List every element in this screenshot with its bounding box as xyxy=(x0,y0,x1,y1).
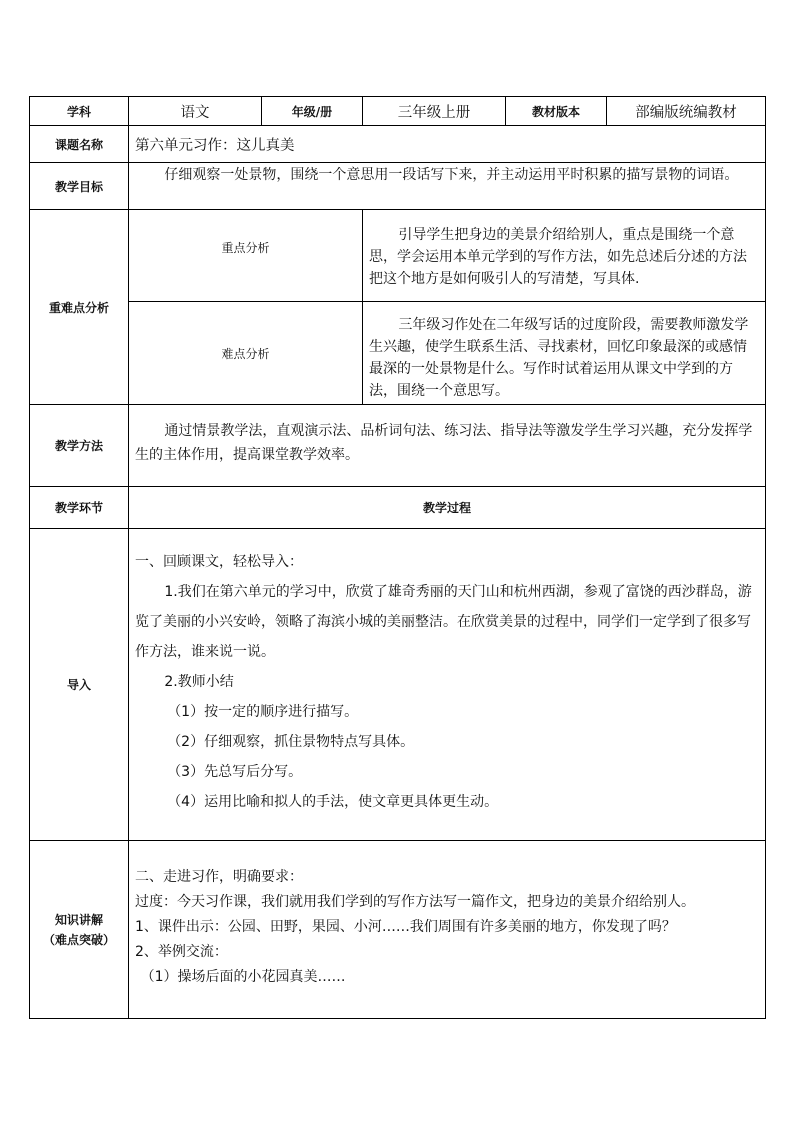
goal-row xyxy=(30,163,766,210)
grade-value: 三年级上册 xyxy=(363,97,506,126)
grade-label: 年级/册 xyxy=(262,97,363,126)
lesson-label: 课题名称 xyxy=(30,126,129,163)
difficult-label: 难点分析 xyxy=(129,302,363,405)
intro-label: 导入 xyxy=(30,529,129,841)
process-label: 教学过程 xyxy=(129,487,766,529)
method-label: 教学方法 xyxy=(30,405,129,487)
intro-paragraph-2: 2.教师小结 xyxy=(164,674,234,690)
lesson-value: 第六单元习作：这儿真美 xyxy=(129,126,766,163)
key-label-text: 重点分析 xyxy=(221,241,270,255)
key-difficult-label: 重难点分析 xyxy=(30,210,129,405)
difficult-cell xyxy=(363,302,766,405)
knowledge-line-2: 2、举例交流： xyxy=(135,944,228,960)
method-cell xyxy=(129,405,766,487)
process-header-row xyxy=(30,487,766,529)
knowledge-label-line2: （难点突破） xyxy=(42,932,115,947)
intro-item-1: （1）按一定的顺序进行描写。 xyxy=(167,704,359,720)
lesson-row xyxy=(30,126,766,163)
subject-value: 语文 xyxy=(129,97,262,126)
intro-cell xyxy=(129,529,766,841)
intro-row xyxy=(30,529,766,841)
intro-item-4: （4）运用比喻和拟人的手法，使文章更具体更生动。 xyxy=(167,794,499,810)
intro-item-2: （2）仔细观察，抓住景物特点写具体。 xyxy=(167,734,415,750)
goal-label: 教学目标 xyxy=(30,163,129,210)
method-row xyxy=(30,405,766,487)
knowledge-label-line1: 知识讲解 xyxy=(54,912,103,927)
key-row xyxy=(30,210,766,302)
subject-label: 学科 xyxy=(30,97,129,126)
method-text: 通过情景教学法，直观演示法、品析词句法、练习法、指导法等激发学生学习兴趣，充分发挥学生的主体作用，提高课堂教学效率。 xyxy=(135,423,753,463)
intro-item-3: （3）先总写后分写。 xyxy=(167,764,303,780)
goal-cell xyxy=(129,163,766,210)
key-cell xyxy=(363,210,766,302)
key-text: 引导学生把身边的美景介绍给别人，重点是围绕一个意思，学会运用本单元学到的写作方法，如先总述后分述的方法把这个地方是如何吸引人的写清楚，写具体. xyxy=(369,227,747,287)
knowledge-cell xyxy=(129,841,766,1019)
knowledge-line-3: （1）操场后面的小花园真美…… xyxy=(140,969,346,985)
knowledge-row xyxy=(30,841,766,1019)
lesson-plan-table xyxy=(29,96,766,1019)
knowledge-heading: 二、走进习作，明确要求： xyxy=(135,869,303,885)
difficult-text: 三年级习作处在二年级写话的过度阶段，需要教师激发学生兴趣，使学生联系生活、寻找素材，回忆印象最深的或感情最深的一处景物是什么。写作时试着运用从课文中学到的方法，围绕一个意思写。 xyxy=(369,317,749,399)
intro-heading: 一、回顾课文，轻松导入： xyxy=(135,554,303,570)
key-label xyxy=(129,210,363,302)
stage-label: 教学环节 xyxy=(30,487,129,529)
knowledge-transition: 过度：今天习作课，我们就用我们学到的写作方法写一篇作文，把身边的美景介绍给别人。 xyxy=(135,894,695,910)
knowledge-line-1: 1、课件出示：公园、田野，果园、小河……我们周围有许多美丽的地方，你发现了吗？ xyxy=(135,919,676,935)
intro-paragraph-1: 1.我们在第六单元的学习中，欣赏了雄奇秀丽的天门山和杭州西湖，参观了富饶的西沙群岛，游览了美丽的小兴安岭，领略了海滨小城的美丽整洁。在欣赏美景的过程中，同学们一定学到了很多写作方法，谁来说一说。 xyxy=(135,584,752,660)
knowledge-label xyxy=(30,841,129,1019)
difficult-row xyxy=(30,302,766,405)
edition-value: 部编版统编教材 xyxy=(607,97,766,126)
goal-text: 仔细观察一处景物，围绕一个意思用一段话写下来，并主动运用平时积累的描写景物的词语。 xyxy=(164,167,739,183)
header-row xyxy=(30,97,766,126)
edition-label: 教材版本 xyxy=(506,97,607,126)
